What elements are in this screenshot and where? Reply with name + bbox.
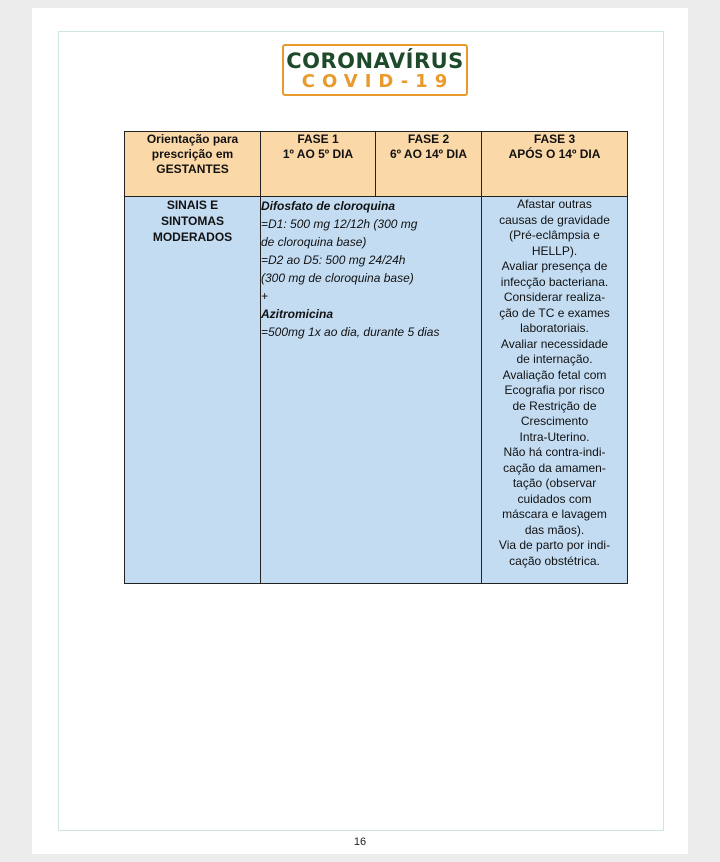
- phase3-line: Considerar realiza-: [503, 290, 606, 304]
- dosage-line: =D2 ao D5: 500 mg 24/24h: [261, 253, 406, 267]
- phase3-cell: [482, 197, 628, 584]
- dosage-line: de cloroquina base): [261, 235, 367, 249]
- phase3-line: cação da amamen-: [503, 460, 606, 475]
- drug-name: Difosfato de cloroquina: [261, 199, 396, 213]
- header-text: FASE 3: [533, 132, 576, 146]
- phase3-line: Não há contra-indi-: [503, 445, 606, 459]
- table-header-row: [125, 132, 628, 197]
- phase3-line: cação obstétrica.: [509, 553, 600, 568]
- row-label-text: SINTOMAS: [160, 214, 225, 228]
- header-text: FASE 2: [407, 132, 450, 146]
- phase3-line: Avaliar necessidade: [500, 336, 609, 351]
- drug-name: Azitromicina: [261, 307, 334, 321]
- phase3-line: das mãos).: [524, 522, 585, 537]
- header-text: prescrição em: [151, 147, 234, 161]
- phase3-line: Avaliação fetal com: [502, 367, 607, 382]
- row-label-cell: [125, 197, 261, 584]
- phase3-line: Avaliar presença de: [501, 259, 608, 273]
- phase3-line: causas de gravidade: [499, 212, 610, 227]
- phase3-line: Ecografia por risco: [504, 383, 605, 397]
- phase3-line: tação (observar: [512, 476, 597, 490]
- phase3-line: laboratoriais.: [520, 321, 589, 335]
- header-text: GESTANTES: [156, 162, 229, 176]
- treatment-cell: [261, 197, 482, 584]
- phase3-line: de Restrição de: [512, 398, 597, 413]
- table-row: [125, 197, 628, 584]
- header-phase-2: [376, 132, 482, 197]
- row-label-text: MODERADOS: [152, 230, 233, 244]
- header-text: 6º AO 14º DIA: [389, 147, 467, 161]
- phase3-line: Crescimento: [520, 414, 589, 428]
- logo-subtitle: COVID-19: [301, 71, 455, 92]
- phase3-line: HELLP).: [531, 243, 578, 258]
- phase3-line: Afastar outras: [517, 197, 592, 211]
- page-number: 16: [353, 836, 367, 848]
- dosage-line: =D1: 500 mg 12/12h (300 mg: [261, 217, 418, 231]
- dosage-line: (300 mg de cloroquina base): [261, 271, 414, 285]
- row-label-text: SINAIS E: [166, 198, 219, 212]
- phase3-line: (Pré-eclâmpsia e: [509, 228, 600, 242]
- phase3-line: ção de TC e exames: [499, 305, 610, 320]
- phase3-line: Via de parto por indi-: [498, 538, 611, 552]
- header-orientation: [125, 132, 261, 197]
- phase3-line: máscara e lavagem: [502, 507, 607, 521]
- covid-logo: [282, 44, 468, 96]
- dosage-line: =500mg 1x ao dia, durante 5 dias: [261, 325, 440, 339]
- logo-title: CORONAVÍRUS: [286, 49, 464, 73]
- header-text: Orientação para: [146, 132, 239, 146]
- header-phase-3: [482, 132, 628, 197]
- header-text: APÓS O 14º DIA: [508, 147, 601, 161]
- header-phase-1: [261, 132, 376, 197]
- dosage-line: +: [261, 289, 269, 303]
- prescription-table: [124, 131, 628, 584]
- phase3-line: de internação.: [516, 352, 593, 366]
- header-text: FASE 1: [297, 132, 339, 146]
- header-text: 1º AO 5º DIA: [282, 147, 354, 161]
- phase3-line: infecção bacteriana.: [500, 274, 609, 289]
- phase3-line: cuidados com: [517, 491, 592, 506]
- phase3-line: Intra-Uterino.: [519, 429, 590, 444]
